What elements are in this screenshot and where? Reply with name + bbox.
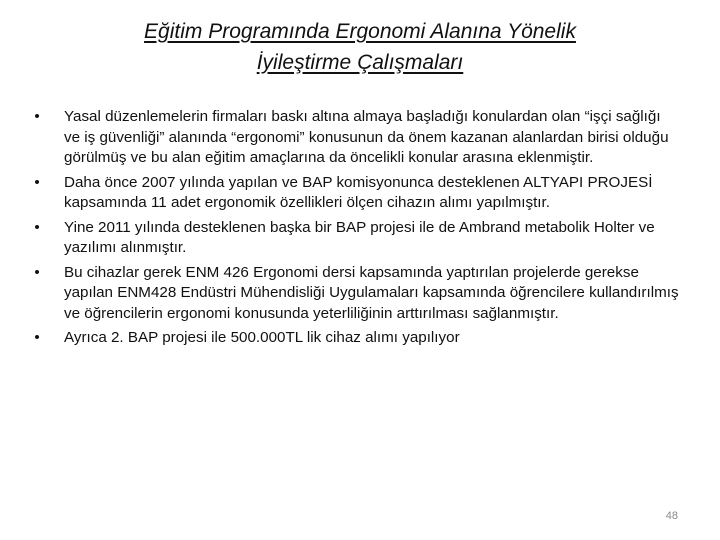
page-number: 48 xyxy=(665,510,678,522)
bullet-item xyxy=(30,263,680,325)
bullet-icon: • xyxy=(34,108,40,125)
bullet-text: Yine 2011 yılında desteklenen başka bir BAP projesi ile de Ambrand metabolik Holter ve yazılımı alınmıştır. xyxy=(64,218,655,256)
slide-title xyxy=(60,16,660,78)
bullet-icon: • xyxy=(34,173,40,191)
bullet-item xyxy=(30,173,680,214)
bullet-icon: • xyxy=(34,263,40,281)
bullet-item xyxy=(30,328,680,349)
bullet-text: Bu cihazlar gerek ENM 426 Ergonomi dersi kapsamında yaptırılan projelerde gerekse yapılan ENM428 Endüstri Mühendisliği Uygulamaları kapsamında öğrencilere kullandırılmış ve öğrencilerin ergonomi konusunda yeterliliğinin arttırılması sağlanmıştır. xyxy=(64,263,679,322)
slide-title-line-2: İyileştirme Çalışmaları xyxy=(256,51,464,74)
slide-title-line-1: Eğitim Programında Ergonomi Alanına Yönelik xyxy=(144,20,576,43)
bullet-item xyxy=(30,107,680,169)
bullet-icon: • xyxy=(34,218,40,236)
bullet-list xyxy=(30,107,680,353)
bullet-item xyxy=(30,218,680,259)
bullet-text: Ayrıca 2. BAP projesi ile 500.000TL lik cihaz alımı yapılıyor xyxy=(64,329,460,346)
bullet-text: Daha önce 2007 yılında yapılan ve BAP komisyonunca desteklenen ALTYAPI PROJESİ kapsamında 11 adet ergonomik özellikleri ölçen cihazın alımı yapılmıştır. xyxy=(64,173,653,211)
bullet-icon: • xyxy=(34,329,40,346)
bullet-text: Yasal düzenlemelerin firmaları baskı altına almaya başladığı konulardan olan “işçi sağlığı ve iş güvenliği” alanında “ergonomi” konusunun da önem kazanan alanlardan birisi olduğu görülmüş ve bu alan eğitim amaçlarına da öncelikli konular arasına eklenmiştir. xyxy=(64,108,669,166)
